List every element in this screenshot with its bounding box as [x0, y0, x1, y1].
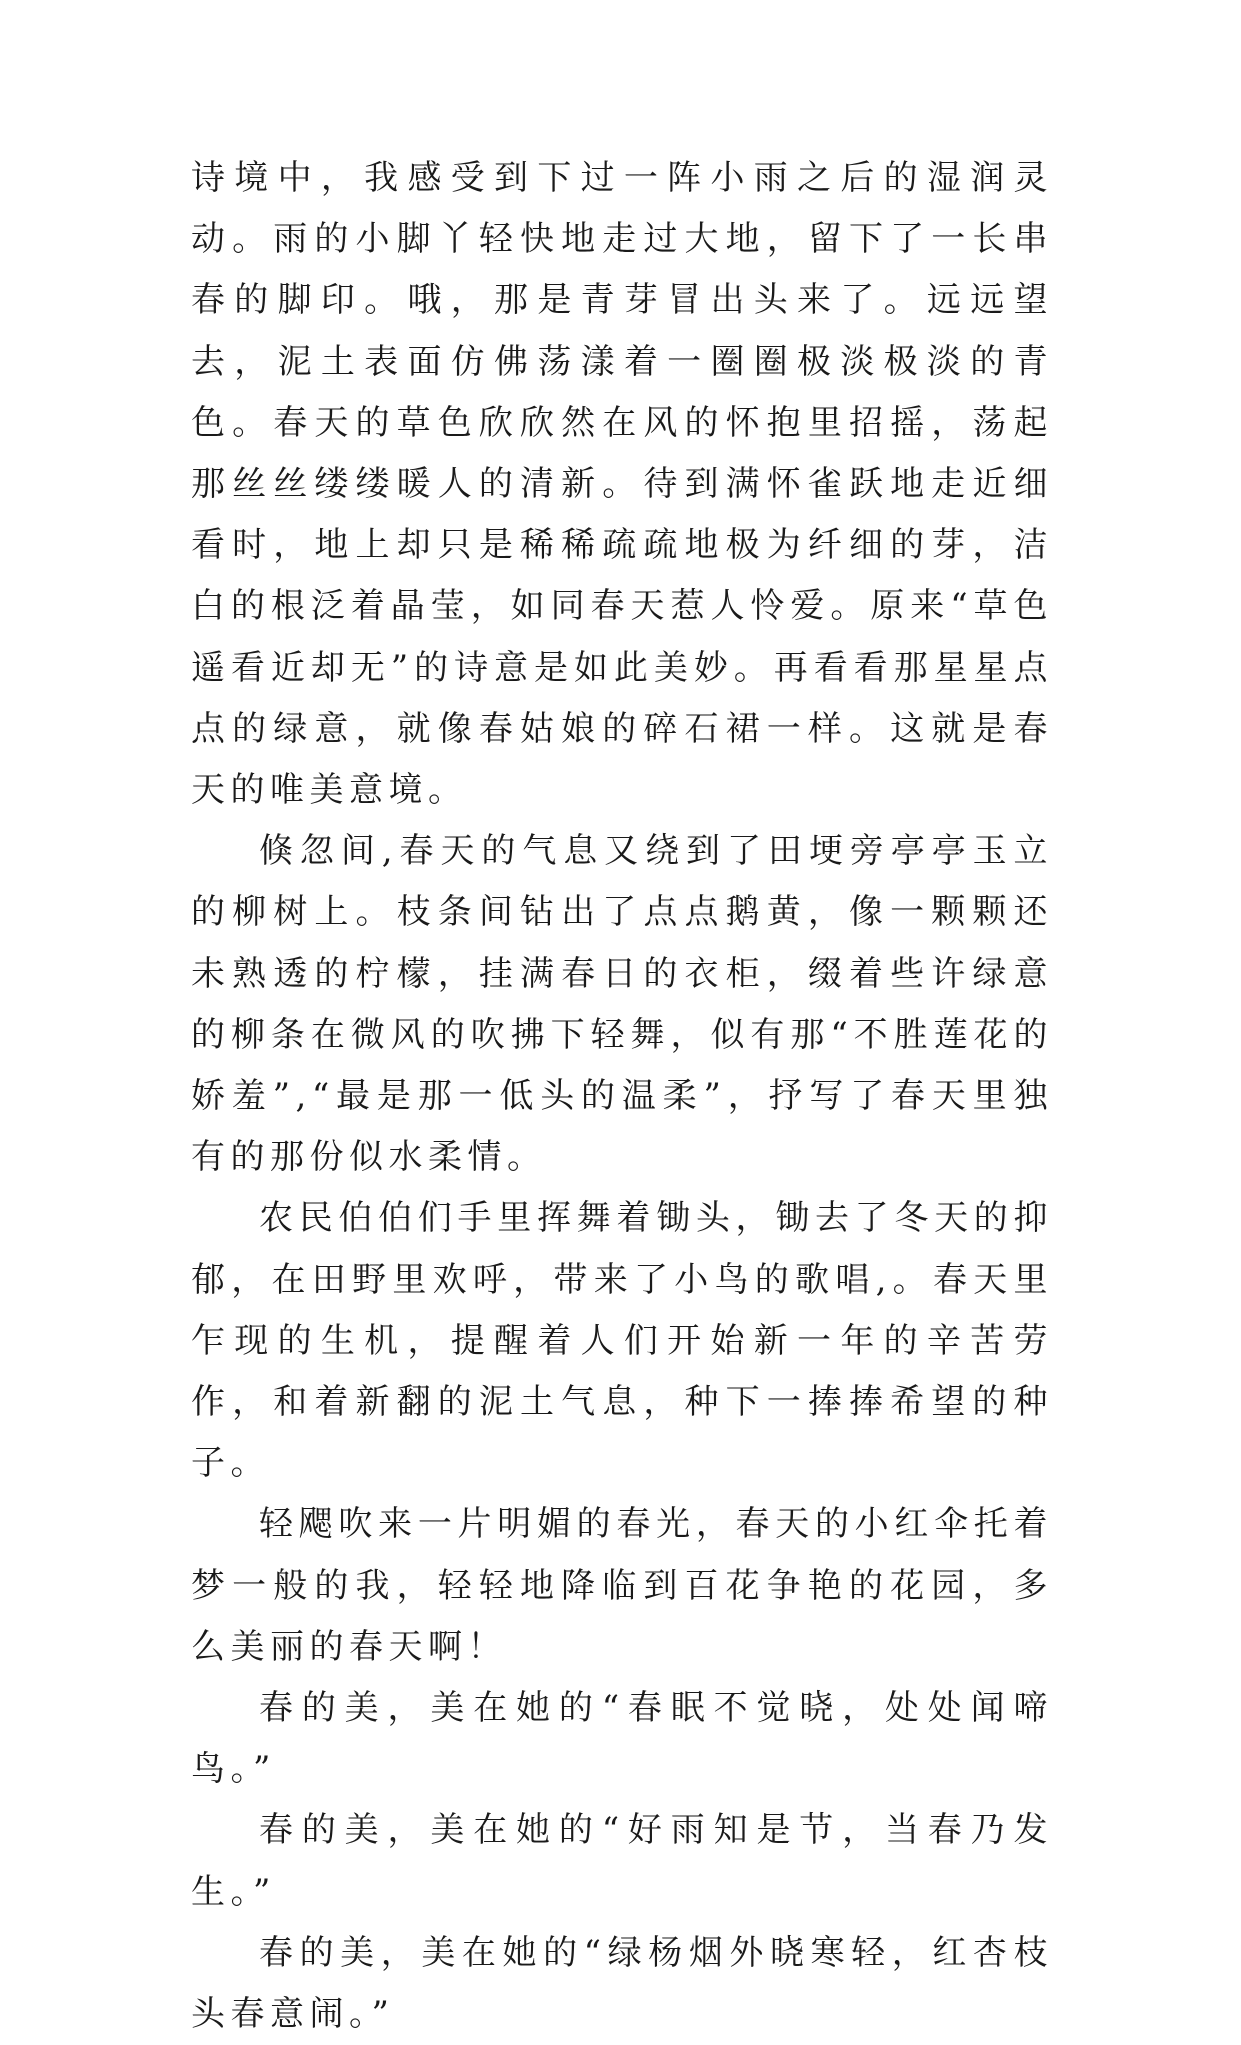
- paragraph-5: 春的美，美在她的“春眠不觉晓，处处闻啼鸟。”: [191, 1688, 1053, 1790]
- paragraph-7: 春的美，美在她的“绿杨烟外晓寒轻，红杏枝头春意闹。”: [191, 1932, 1053, 2035]
- document-body: [191, 148, 1053, 2045]
- paragraph-3: 农民伯伯们手里挥舞着锄头，锄去了冬天的抑郁，在田野里欢呼，带来了小鸟的歌唱,。春天里乍现的生机，提醒着人们开始新一年的辛苦劳作，和着新翻的泥土气息，种下一捧捧希望的种子。: [191, 1198, 1053, 1484]
- paragraph-1: 诗境中，我感受到下过一阵小雨之后的湿润灵动。雨的小脚丫轻快地走过大地，留下了一长串春的脚印。哦，那是青芽冒出头来了。远远望去，泥土表面仿佛荡漾着一圈圈极淡极淡的青色。春天的草色欣欣然在风的怀抱里招摇，荡起那丝丝缕缕暖人的清新。待到满怀雀跃地走近细看时，地上却只是稀稀疏疏地极为纤细的芽，洁白的根泛着晶莹，如同春天惹人怜爱。原来“草色遥看近却无”的诗意是如此美妙。再看看那星星点点的绿意，就像春姑娘的碎石裙一样。这就是春天的唯美意境。: [191, 158, 1053, 811]
- paragraph-6: 春的美，美在她的“好雨知是节，当春乃发生。”: [191, 1810, 1053, 1912]
- paragraph-2: 倏忽间,春天的气息又绕到了田埂旁亭亭玉立的柳树上。枝条间钻出了点点鹅黄，像一颗颗还未熟透的柠檬，挂满春日的衣柜，缀着些许绿意的柳条在微风的吹拂下轻舞，似有那“不胜莲花的娇羞”,“最是那一低头的温柔”，抒写了春天里独有的那份似水柔情。: [191, 831, 1053, 1178]
- paragraph-4: 轻飔吹来一片明媚的春光，春天的小红伞托着梦一般的我，轻轻地降临到百花争艳的花园，多么美丽的春天啊！: [191, 1504, 1053, 1667]
